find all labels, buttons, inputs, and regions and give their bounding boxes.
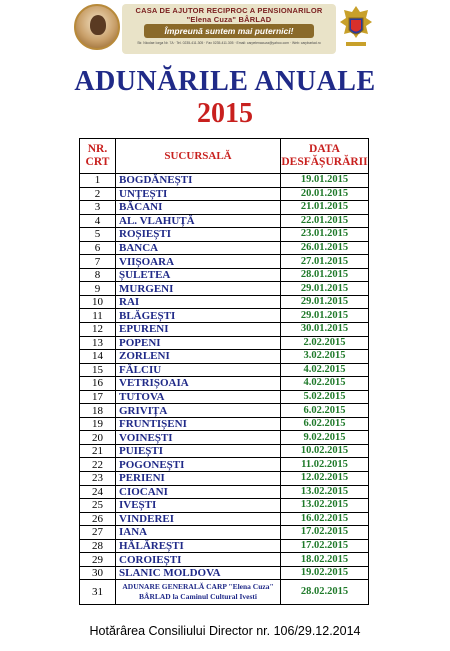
row-branch: VOINEȘTI — [116, 431, 281, 445]
row-branch: BĂCANI — [116, 201, 281, 215]
row-branch: GRIVIȚA — [116, 404, 281, 418]
row-branch: ZORLENI — [116, 350, 281, 364]
table-row — [80, 350, 369, 364]
table-row — [80, 553, 369, 567]
table-row — [80, 228, 369, 242]
row-date: 20.01.2015 — [281, 187, 369, 201]
row-branch: POGONEȘTI — [116, 458, 281, 472]
row-number: 24 — [80, 485, 116, 499]
row-number: 17 — [80, 390, 116, 404]
page-title: ADUNĂRILE ANUALE — [74, 66, 376, 97]
row-number: 16 — [80, 377, 116, 391]
table-row — [80, 580, 369, 605]
contact-address: Str. Nicolae Iorga Nr. 7A · Tel. 0235-411.305 · Fax 0235-411.305 · Email: carpelenacuza@yahoo.com · Web: carpbarlad.ro — [137, 41, 321, 45]
row-branch: VINDEREI — [116, 512, 281, 526]
row-date: 29.01.2015 — [281, 282, 369, 296]
row-branch: MURGENI — [116, 282, 281, 296]
table-row — [80, 431, 369, 445]
row-date: 13.02.2015 — [281, 499, 369, 513]
row-branch: ȘULETEA — [116, 268, 281, 282]
row-date: 19.01.2015 — [281, 174, 369, 188]
table-row — [80, 282, 369, 296]
row-date: 23.01.2015 — [281, 228, 369, 242]
table-row — [80, 255, 369, 269]
organization-name: CASA DE AJUTOR RECIPROC A PENSIONARILOR "Elena Cuza" BÂRLAD — [135, 6, 323, 24]
row-branch: VIIȘOARA — [116, 255, 281, 269]
row-date: 28.01.2015 — [281, 268, 369, 282]
row-branch: FRUNTIȘENI — [116, 417, 281, 431]
schedule-table — [79, 138, 369, 605]
row-number: 1 — [80, 174, 116, 188]
table-row — [80, 377, 369, 391]
row-branch: ROȘIEȘTI — [116, 228, 281, 242]
row-branch: IVEȘTI — [116, 499, 281, 513]
row-date: 11.02.2015 — [281, 458, 369, 472]
table-row — [80, 390, 369, 404]
row-number: 27 — [80, 526, 116, 540]
row-number: 9 — [80, 282, 116, 296]
table-row — [80, 404, 369, 418]
table-row — [80, 417, 369, 431]
table-row — [80, 539, 369, 553]
table-row — [80, 458, 369, 472]
row-date: 29.01.2015 — [281, 295, 369, 309]
row-date: 12.02.2015 — [281, 472, 369, 486]
row-number: 22 — [80, 458, 116, 472]
table-row — [80, 485, 369, 499]
row-branch: BANCA — [116, 241, 281, 255]
row-number: 31 — [80, 580, 116, 605]
row-number: 10 — [80, 295, 116, 309]
row-date: 28.02.2015 — [281, 580, 369, 605]
table-row — [80, 295, 369, 309]
row-number: 11 — [80, 309, 116, 323]
table-row — [80, 336, 369, 350]
slogan: Împreună suntem mai puternici! — [144, 24, 314, 38]
row-number: 21 — [80, 444, 116, 458]
table-row — [80, 512, 369, 526]
row-number: 14 — [80, 350, 116, 364]
row-date: 13.02.2015 — [281, 485, 369, 499]
row-branch: RAI — [116, 295, 281, 309]
row-branch: POPENI — [116, 336, 281, 350]
row-number: 7 — [80, 255, 116, 269]
table-row — [80, 526, 369, 540]
table-row — [80, 444, 369, 458]
row-date: 2.02.2015 — [281, 336, 369, 350]
row-number: 6 — [80, 241, 116, 255]
row-branch: UNȚEȘTI — [116, 187, 281, 201]
row-date: 19.02.2015 — [281, 566, 369, 580]
row-number: 13 — [80, 336, 116, 350]
row-branch: IANA — [116, 526, 281, 540]
table-row — [80, 174, 369, 188]
header-date: DATA DESFĂȘURĂRII — [281, 139, 369, 174]
row-date: 6.02.2015 — [281, 417, 369, 431]
row-branch: EPURENI — [116, 323, 281, 337]
row-number: 30 — [80, 566, 116, 580]
row-date: 17.02.2015 — [281, 539, 369, 553]
row-date: 26.01.2015 — [281, 241, 369, 255]
row-date: 17.02.2015 — [281, 526, 369, 540]
row-number: 20 — [80, 431, 116, 445]
row-branch: CIOCANI — [116, 485, 281, 499]
footer-note: Hotărârea Consiliului Director nr. 106/29.12.2014 — [89, 624, 361, 638]
header-nr: NR. CRT — [80, 139, 116, 174]
row-date: 4.02.2015 — [281, 363, 369, 377]
row-date: 5.02.2015 — [281, 390, 369, 404]
header-branch: SUCURSALĂ — [116, 139, 281, 174]
row-date: 27.01.2015 — [281, 255, 369, 269]
table-row — [80, 472, 369, 486]
row-number: 26 — [80, 512, 116, 526]
row-date: 29.01.2015 — [281, 309, 369, 323]
row-number: 8 — [80, 268, 116, 282]
row-branch: COROIEȘTI — [116, 553, 281, 567]
page-year: 2015 — [197, 98, 253, 129]
row-number: 3 — [80, 201, 116, 215]
row-number: 5 — [80, 228, 116, 242]
row-branch: HĂLĂREȘTI — [116, 539, 281, 553]
row-date: 22.01.2015 — [281, 214, 369, 228]
table-row — [80, 241, 369, 255]
table-row — [80, 499, 369, 513]
table-row — [80, 214, 369, 228]
row-branch: PUIEȘTI — [116, 444, 281, 458]
table-row — [80, 323, 369, 337]
row-date: 4.02.2015 — [281, 377, 369, 391]
row-branch: SLANIC MOLDOVA — [116, 566, 281, 580]
row-date: 3.02.2015 — [281, 350, 369, 364]
row-branch: FĂLCIU — [116, 363, 281, 377]
row-number: 25 — [80, 499, 116, 513]
row-date: 21.01.2015 — [281, 201, 369, 215]
row-date: 6.02.2015 — [281, 404, 369, 418]
row-number: 18 — [80, 404, 116, 418]
row-date: 9.02.2015 — [281, 431, 369, 445]
row-branch: AL. VLAHUȚĂ — [116, 214, 281, 228]
table-header-row — [80, 139, 369, 174]
row-date: 10.02.2015 — [281, 444, 369, 458]
row-date: 30.01.2015 — [281, 323, 369, 337]
table-row — [80, 363, 369, 377]
portrait-logo — [74, 4, 120, 50]
row-branch: VETRIȘOAIA — [116, 377, 281, 391]
table-row — [80, 309, 369, 323]
table-row — [80, 566, 369, 580]
row-number: 23 — [80, 472, 116, 486]
row-branch: ADUNARE GENERALĂ CARP "Elena Cuza" BÂRLAD la Caminul Cultural Ivesti — [116, 580, 281, 605]
row-date: 16.02.2015 — [281, 512, 369, 526]
row-branch: PERIENI — [116, 472, 281, 486]
row-number: 29 — [80, 553, 116, 567]
table-row — [80, 268, 369, 282]
table-row — [80, 201, 369, 215]
coat-of-arms-icon — [338, 4, 374, 52]
row-branch: BLĂGEȘTI — [116, 309, 281, 323]
row-number: 19 — [80, 417, 116, 431]
letterhead-banner — [122, 4, 336, 54]
row-number: 4 — [80, 214, 116, 228]
row-number: 12 — [80, 323, 116, 337]
row-number: 2 — [80, 187, 116, 201]
row-branch: TUTOVA — [116, 390, 281, 404]
row-number: 28 — [80, 539, 116, 553]
row-branch: BOGDĂNEȘTI — [116, 174, 281, 188]
row-number: 15 — [80, 363, 116, 377]
table-row — [80, 187, 369, 201]
row-date: 18.02.2015 — [281, 553, 369, 567]
